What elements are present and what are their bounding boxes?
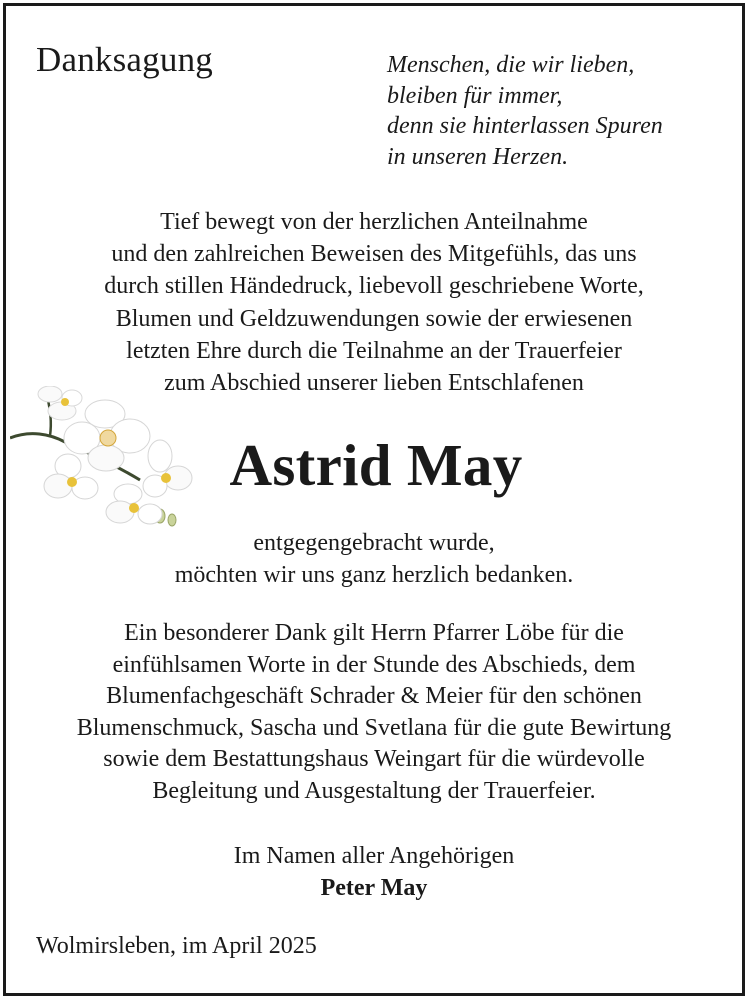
intro-line: durch stillen Händedruck, liebevoll geschriebene Worte, (104, 273, 644, 300)
special-thanks-line: Begleitung und Ausgestaltung der Trauerfeier. (152, 777, 596, 804)
intro-line: und den zahlreichen Beweisen des Mitgefühls, das uns (111, 241, 637, 268)
obituary-card (3, 3, 745, 996)
special-thanks-line: Blumenschmuck, Sascha und Svetlana für die gute Bewirtung (76, 714, 672, 741)
quote (387, 50, 663, 172)
thanks-line: entgegengebracht wurde, (253, 530, 495, 556)
special-thanks-line: Blumenfachgeschäft Schrader & Meier für den schönen (106, 683, 642, 710)
intro-line: letzten Ehre durch die Teilnahme an der Trauerfeier (126, 337, 622, 364)
special-thanks (6, 618, 742, 804)
intro-line: zum Abschied unserer lieben Entschlafenen (164, 369, 584, 396)
special-thanks-line: einfühlsamen Worte in der Stunde des Abschieds, dem (112, 651, 636, 678)
intro-line: Tief bewegt von der herzlichen Anteilnahme (160, 209, 588, 235)
orchid-flower (38, 386, 82, 420)
thanks-line: möchten wir uns ganz herzlich bedanken. (174, 562, 574, 588)
intro-text (6, 206, 742, 396)
quote-line: denn sie hinterlassen Spuren (387, 113, 663, 139)
quote-line: bleiben für immer, (387, 82, 563, 109)
orchid-bud (168, 514, 176, 526)
heading: Danksagung (36, 40, 213, 79)
place-date: Wolmirsleben, im April 2025 (36, 933, 317, 959)
intro-line: Blumen und Geldzuwendungen sowie der erwiesenen (115, 305, 633, 332)
special-thanks-line: Ein besonderer Dank gilt Herrn Pfarrer Löbe für die (124, 620, 624, 646)
thanks-text (6, 527, 742, 588)
quote-line: in unseren Herzen. (387, 143, 569, 170)
deceased-name: Astrid May (229, 432, 523, 498)
quote-line: Menschen, die wir lieben, (387, 52, 635, 78)
special-thanks-line: sowie dem Bestattungshaus Weingart für die würdevolle (103, 746, 645, 773)
signer-name: Peter May (320, 875, 428, 901)
signoff-line: Im Namen aller Angehörigen (233, 843, 515, 869)
signoff (6, 840, 742, 901)
